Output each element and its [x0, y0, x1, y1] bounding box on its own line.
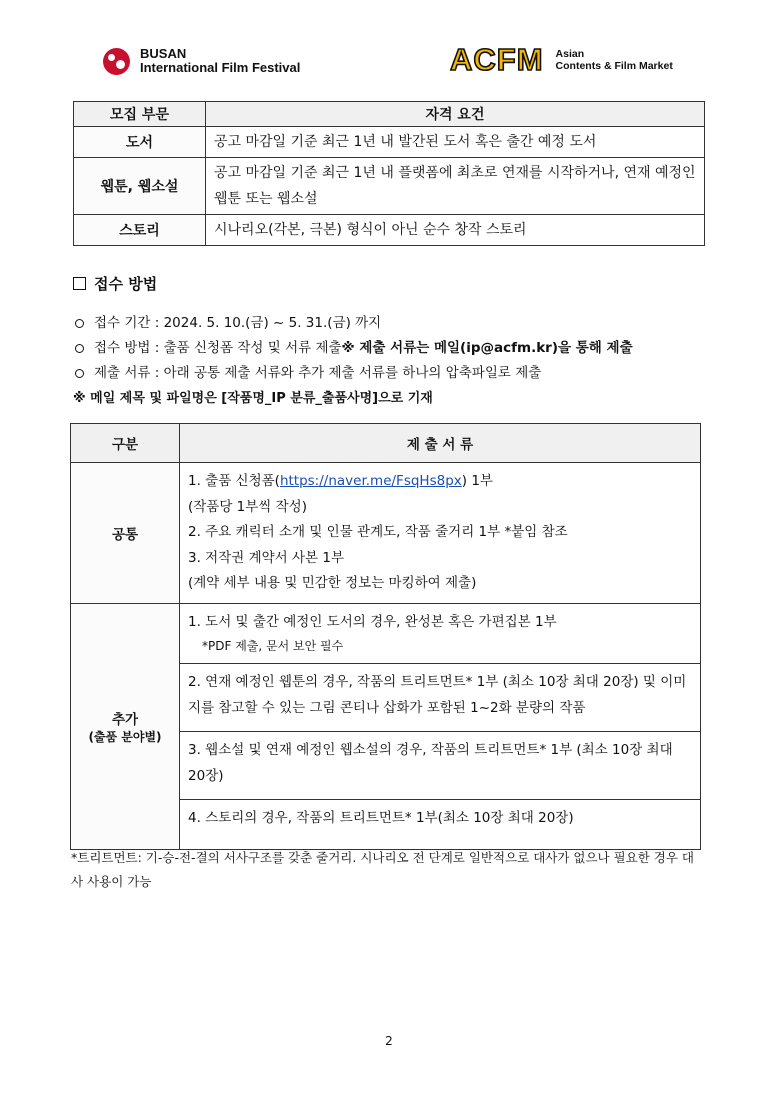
biff-logo-line2: International Film Festival — [140, 60, 301, 75]
submission-period: 접수 기간 : 2024. 5. 10.(금) ~ 5. 31.(금) 까지 — [94, 315, 382, 331]
eligibility-table — [73, 101, 705, 246]
table-row — [74, 215, 705, 246]
biff-logo — [103, 47, 300, 75]
category-cell: 도서 — [74, 127, 206, 158]
documents-cell: 3. 웹소설 및 연재 예정인 웹소설의 경우, 작품의 트리트먼트* 1부 (최소 10장 최대 20장) — [180, 732, 701, 800]
category-cell: 스토리 — [74, 215, 206, 246]
table-header-cell: 자격 요건 — [206, 102, 705, 127]
submission-method-note: ※ 제출 서류는 메일(ip@acfm.kr)을 통해 제출 — [341, 340, 633, 356]
list-item — [73, 311, 633, 336]
common-item3-note: (계약 세부 내용 및 민감한 정보는 마킹하여 제출) — [188, 575, 477, 591]
acfm-logo-word: ACFM — [450, 42, 544, 77]
application-form-link[interactable]: https://naver.me/FsqHs8px — [279, 473, 462, 489]
circle-bullet-icon — [75, 344, 84, 353]
list-item — [73, 336, 633, 361]
page-number: 2 — [385, 1034, 393, 1048]
list-item — [188, 469, 694, 495]
additional-item1: 1. 도서 및 출간 예정인 도서의 경우, 완성본 혹은 가편집본 1부 — [188, 613, 557, 630]
documents-cell: 4. 스토리의 경우, 작품의 트리트먼트* 1부(최소 10장 최대 20장) — [180, 800, 701, 850]
treatment-footnote: *트리트먼트: 기-승-전-결의 서사구조를 갖춘 줄거리. 시나리오 전 단계로 일반적으로 대사가 없으나 필요한 경우 대사 사용이 가능 — [71, 850, 694, 889]
requirement-cell: 공고 마감일 기준 최근 1년 내 플랫폼에 최초로 연재를 시작하거나, 연재 예정인 웹툰 또는 웹소설 — [206, 158, 705, 215]
acfm-logo-subtitle — [556, 48, 673, 72]
common-item1-prefix: 1. 출품 신청폼( — [188, 473, 280, 489]
documents-cell — [180, 463, 701, 604]
category-cell — [71, 603, 180, 850]
table-header-cell: 제 출 서 류 — [180, 424, 701, 463]
submission-method: 접수 방법 : 출품 신청폼 작성 및 서류 제출 — [94, 340, 342, 356]
table-header-row — [74, 102, 705, 127]
documents-cell — [180, 603, 701, 664]
list-item — [73, 361, 633, 386]
acfm-logo-sub-line1: Asian — [555, 47, 585, 60]
requirement-cell: 시나리오(각본, 극본) 형식이 아닌 순수 창작 스토리 — [206, 215, 705, 246]
biff-logo-line1: BUSAN — [140, 46, 187, 61]
category-cell: 웹툰, 웹소설 — [74, 158, 206, 215]
documents-table — [70, 423, 701, 850]
acfm-logo — [450, 44, 673, 75]
circle-bullet-icon — [75, 319, 84, 328]
section-title: 접수 방법 — [94, 275, 158, 293]
category-label: 추가 — [111, 711, 139, 728]
circle-bullet-icon — [75, 369, 84, 378]
biff-emblem-icon — [103, 48, 130, 75]
documents-cell: 2. 연재 예정인 웹툰의 경우, 작품의 트리트먼트* 1부 (최소 10장 최대 20장) 및 이미지를 참고할 수 있는 그림 콘티나 삽화가 포함된 1~2화 분량의 작품 — [180, 664, 701, 732]
table-header-row — [71, 424, 701, 463]
common-item3: 3. 저작권 계약서 사본 1부 — [188, 549, 345, 566]
table-header-cell: 모집 부문 — [74, 102, 206, 127]
email-title-note: ※ 메일 제목 및 파일명은 [작품명_IP 분류_출품사명]으로 기재 — [73, 391, 433, 406]
submission-documents: 제출 서류 : 아래 공통 제출 서류와 추가 제출 서류를 하나의 압축파일로 제출 — [94, 365, 542, 381]
common-item2: 2. 주요 캐릭터 소개 및 인물 관계도, 작품 줄거리 1부 *붙임 참조 — [188, 524, 568, 540]
requirement-cell: 공고 마감일 기준 최근 1년 내 발간된 도서 혹은 출간 예정 도서 — [206, 127, 705, 158]
section-heading — [73, 273, 157, 294]
submission-info — [73, 311, 633, 411]
biff-logo-text — [140, 47, 300, 75]
category-cell: 공통 — [71, 463, 180, 604]
table-row — [74, 127, 705, 158]
table-header-cell: 구분 — [71, 424, 180, 463]
table-row — [71, 463, 701, 604]
common-item1-suffix: ) 1부 — [461, 473, 493, 489]
category-sublabel: (출품 분야별) — [88, 729, 162, 744]
table-row — [74, 158, 705, 215]
table-row — [71, 603, 701, 664]
common-item1-note: (작품당 1부씩 작성) — [188, 498, 307, 515]
acfm-logo-sub-line2: Contents & Film Market — [555, 59, 673, 72]
additional-item1-note: *PDF 제출, 문서 보안 필수 — [202, 639, 344, 653]
checkbox-square-icon — [73, 277, 86, 290]
